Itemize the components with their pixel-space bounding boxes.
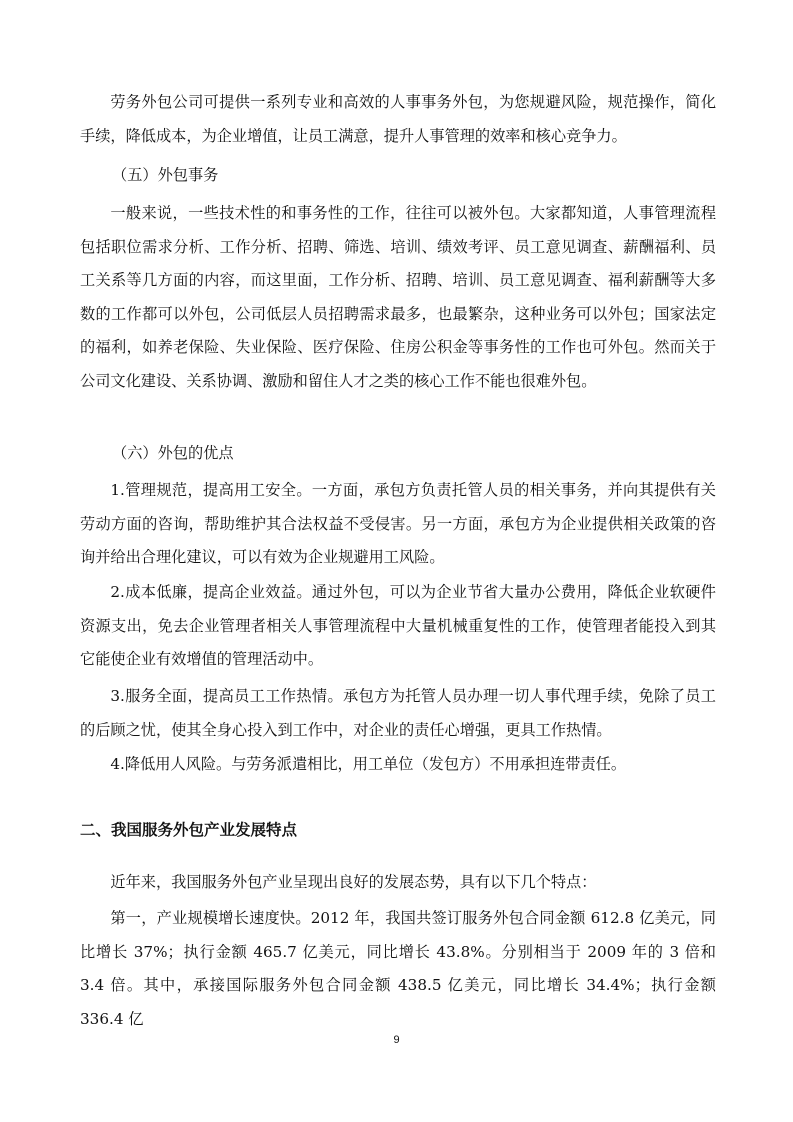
paragraph-advantage-2: 2.成本低廉，提高企业效益。通过外包，可以为企业节省大量办公费用，降低企业软硬件资源支出，免去企业管理者相关人事管理流程中大量机械重复性的工作，使管理者能投入到其它能使企业有效增值的管理活动中。 (80, 583, 716, 669)
paragraph-advantage-3: 3.服务全面，提高员工工作热情。承包方为托管人员办理一切人事代理手续，免除了员工的后顾之忧，使其全身心投入到工作中，对企业的责任心增强，更具工作热情。 (80, 687, 716, 739)
subheading-outsourcing-affairs: （五）外包事务 (112, 166, 219, 184)
subheading-outsourcing-advantages: （六）外包的优点 (112, 444, 234, 462)
paragraph-industry-scale: 第一，产业规模增长速度快。2012 年，我国共签订服务外包合同金额 612.8 亿美元，同比增长 37%；执行金额 465.7 亿美元，同比增长 43.8%。分别相当于 2009 年的 3 倍和 3.4 倍。其中，承接国际服务外包合同金额 438.5 亿美元，同比增长 34.4%；执行金额 336.4 亿 (80, 909, 716, 1028)
paragraph-industry-overview: 近年来，我国服务外包产业呈现出良好的发展态势，具有以下几个特点： (110, 873, 597, 891)
paragraph-advantage-1: 1.管理规范，提高用工安全。一方面，承包方负责托管人员的相关事务，并向其提供有关劳动方面的咨询，帮助维护其合法权益不受侵害。另一方面，承包方为企业提供相关政策的咨询并给出合理化建议，可以有效为企业规避用工风险。 (80, 481, 716, 567)
paragraph-outsourcing-intro: 劳务外包公司可提供一系列专业和高效的人事事务外包，为您规避风险，规范操作，简化手续，降低成本，为企业增值，让员工满意，提升人事管理的效率和核心竞争力。 (80, 93, 716, 145)
section-heading-2: 二、我国服务外包产业发展特点 (80, 821, 298, 839)
page-number: 9 (393, 1034, 400, 1046)
paragraph-outsourcing-affairs: 一般来说，一些技术性的和事务性的工作，往往可以被外包。大家都知道，人事管理流程包括职位需求分析、工作分析、招聘、筛选、培训、绩效考评、员工意见调查、薪酬福利、员工关系等几方面的内容，而这里面，工作分析、招聘、培训、员工意见调查、福利薪酬等大多数的工作都可以外包，公司低层人员招聘需求最多，也最繁杂，这种业务可以外包；国家法定的福利，如养老保险、失业保险、医疗保险、住房公积金等事务性的工作也可外包。然而关于公司文化建设、关系协调、激励和留住人才之类的核心工作不能也很难外包。 (80, 204, 716, 390)
paragraph-advantage-4: 4.降低用人风险。与劳务派遣相比，用工单位（发包方）不用承担连带责任。 (110, 755, 627, 773)
